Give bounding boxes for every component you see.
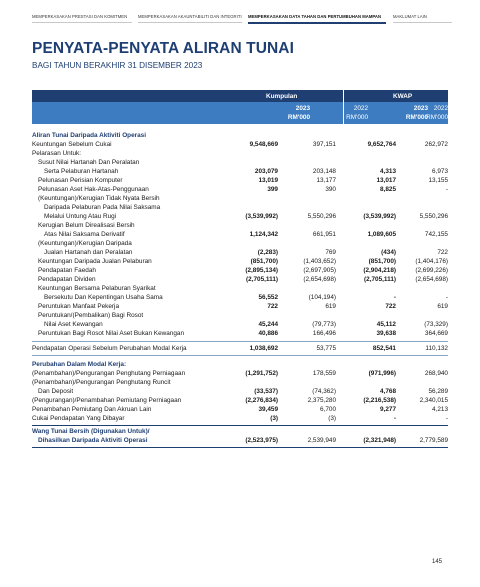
cell-value: 1,089,605: [367, 231, 396, 238]
cell-value: 2,375,280: [307, 397, 336, 404]
row-label: Melalui Untung Atau Rugi: [44, 213, 117, 220]
row-label: Pendapatan Faedah: [38, 267, 96, 274]
cell-value: 5,550,296: [307, 213, 336, 220]
header-year: 2022: [433, 105, 448, 112]
row-divider: [32, 447, 448, 448]
top-navigation: [32, 14, 452, 24]
cell-value: (33,537): [254, 388, 278, 395]
row-label: Pelarasan Untuk:: [32, 150, 82, 157]
header-year: 2023: [295, 105, 310, 112]
cell-value: -: [393, 415, 396, 422]
table-row: [32, 258, 448, 267]
table-row: [32, 379, 448, 388]
header-year: 2023: [413, 105, 428, 112]
table-header-group-row: [32, 90, 448, 102]
cell-value: (2,276,834): [245, 397, 278, 404]
cell-value: 2,340,015: [419, 397, 448, 404]
cell-value: (2,523,975): [245, 437, 278, 444]
cell-value: 619: [325, 303, 336, 310]
cell-value: 53,775: [316, 345, 336, 352]
header-kwap: KWAP: [393, 93, 413, 100]
cell-value: -: [445, 186, 448, 193]
header-unit: RM'000: [346, 114, 368, 121]
table-row: [32, 168, 448, 177]
cell-value: 661,951: [312, 231, 336, 238]
total-row: [32, 437, 448, 446]
cell-value: 397,151: [312, 141, 336, 148]
cell-value: 1,124,342: [249, 231, 278, 238]
cell-value: 1,038,692: [249, 345, 278, 352]
table-row: [32, 370, 448, 379]
section-heading: [32, 132, 448, 141]
cell-value: 13,177: [316, 177, 336, 184]
table-row: [32, 186, 448, 195]
cell-value: 9,548,669: [249, 141, 278, 148]
table-header-year-row: [32, 102, 448, 124]
row-label: (Pengurangan)/Penambahan Pemiutang Perniagaan: [32, 397, 182, 404]
row-label: (Keuntungan)/Kerugian Daripada: [38, 240, 132, 247]
row-label: Wang Tunai Bersih (Digunakan Untuk)/: [32, 428, 150, 435]
table-row: [32, 388, 448, 397]
cell-value: 39,459: [258, 406, 278, 413]
cell-value: (851,700): [250, 258, 278, 265]
header-unit: RM'000: [405, 114, 428, 121]
cell-value: 619: [437, 303, 448, 310]
cell-value: (2,699,226): [415, 267, 448, 274]
cell-value: 769: [325, 249, 336, 256]
cell-value: (1,404,176): [415, 258, 448, 265]
cell-value: (1,291,752): [245, 370, 278, 377]
cell-value: (2,216,538): [363, 397, 396, 404]
cell-value: 4,768: [380, 388, 396, 395]
cell-value: (3): [270, 415, 278, 422]
cell-value: (2,321,948): [363, 437, 396, 444]
header-kumpulan: Kumpulan: [266, 93, 298, 100]
cell-value: (2,904,218): [363, 267, 396, 274]
row-label: (Keuntungan)/Kerugian Tidak Nyata Bersih: [38, 195, 160, 202]
table-row: [32, 312, 448, 321]
table-row: [32, 276, 448, 285]
row-label: Pelunasan Perisian Komputer: [38, 177, 123, 184]
row-label: Dan Deposit: [38, 388, 74, 395]
row-label: Keuntungan Sebelum Cukai: [32, 141, 112, 148]
row-label: Daripada Pelaburan Pada Nilai Saksama: [44, 204, 161, 211]
table-row: [32, 406, 448, 415]
nav-underline-active: [248, 22, 386, 24]
row-label: Atas Nilai Saksama Derivatif: [44, 231, 125, 238]
cell-value: (73,329): [424, 321, 448, 328]
cell-value: (1,403,652): [303, 258, 336, 265]
cell-value: 6,973: [432, 168, 448, 175]
cell-value: 56,289: [428, 388, 448, 395]
nav-item-data-tahan[interactable]: MEMPERKASAKAN DATA TAHAN DAN PERTUMBUHAN MAMPAN: [248, 14, 382, 19]
nav-item-prestasi[interactable]: MEMPERKASAKAN PRESTASI DAN KOMITMEN: [32, 14, 128, 19]
cell-value: 39,638: [376, 330, 396, 337]
cell-value: (74,362): [312, 388, 336, 395]
nav-underline: [393, 22, 452, 23]
cell-value: 45,244: [258, 321, 278, 328]
row-label: Nilai Aset Kewangan: [44, 321, 103, 328]
row-label: Keuntungan Bersama Pelaburan Syarikat: [38, 285, 156, 292]
cell-value: (851,700): [368, 258, 396, 265]
cell-value: (2,654,698): [303, 276, 336, 283]
cell-value: 203,148: [312, 168, 336, 175]
table-row: [32, 330, 448, 339]
row-label: Pelunasan Aset Hak-Atas-Penggunaan: [38, 186, 149, 193]
table-row: [32, 204, 448, 213]
cell-value: 2,539,949: [307, 437, 336, 444]
cell-value: 4,313: [380, 168, 396, 175]
row-divider: [32, 341, 448, 342]
row-divider: [32, 425, 448, 426]
row-label: Susut Nilai Hartanah Dan Peralatan: [38, 159, 140, 166]
cell-value: 5,550,296: [419, 213, 448, 220]
row-label: Aliran Tunai Daripada Aktiviti Operasi: [32, 132, 146, 139]
cell-value: -: [445, 294, 448, 301]
row-label: Kerugian Belum Direalisasi Bersih: [38, 222, 135, 229]
row-divider: [32, 355, 448, 356]
cell-value: (2,654,698): [415, 276, 448, 283]
cell-value: -: [445, 415, 448, 422]
cell-value: (434): [381, 249, 396, 256]
nav-underline: [138, 22, 242, 23]
cell-value: 13,155: [428, 177, 448, 184]
nav-item-akauntabiliti[interactable]: MEMPERKASAKAN AKAUNTABILITI DAN INTEGRITI: [138, 14, 242, 19]
header-divider: [343, 90, 344, 124]
page-number: 145: [432, 559, 443, 565]
cell-value: 364,669: [424, 330, 448, 337]
header-year: 2022: [353, 105, 368, 112]
subtotal-row: [32, 345, 448, 354]
table-row: [32, 213, 448, 222]
cell-value: 9,277: [380, 406, 396, 413]
cell-value: (971,996): [368, 370, 396, 377]
cell-value: -: [393, 294, 396, 301]
table-row: [32, 159, 448, 168]
row-label: Peruntukan Manfaat Pekerja: [38, 303, 119, 310]
row-label: Bersekutu Dan Kepentingan Usaha Sama: [44, 294, 163, 301]
table-row: [32, 267, 448, 276]
row-label: Jualan Hartanah dan Peralatan: [44, 249, 133, 256]
row-label: Dihasilkan Daripada Aktiviti Operasi: [38, 437, 148, 444]
row-label: (Penambahan)/Pengurangan Penghutang Perniagaan: [32, 370, 186, 377]
table-row: [32, 240, 448, 249]
cell-value: 8,825: [380, 186, 396, 193]
row-label: Serta Pelaburan Hartanah: [44, 168, 119, 175]
row-label: Penambahan Pemiutang Dan Akruan Lain: [32, 406, 152, 413]
cell-value: 13,017: [376, 177, 396, 184]
cell-value: (2,705,111): [246, 276, 278, 283]
table-row: [32, 195, 448, 204]
cell-value: 268,940: [424, 370, 448, 377]
table-row: [32, 177, 448, 186]
cell-value: 262,972: [424, 141, 448, 148]
table-row: [32, 249, 448, 258]
cell-value: (2,705,111): [364, 276, 396, 283]
cell-value: 390: [325, 186, 336, 193]
row-label: Peruntukan Bagi Rosot Nilai Aset Bukan Kewangan: [38, 330, 185, 337]
nav-item-maklumat-lain[interactable]: MAKLUMAT LAIN: [393, 14, 428, 19]
cell-value: 742,155: [424, 231, 448, 238]
cell-value: (3,539,992): [363, 213, 396, 220]
section-heading: [32, 361, 448, 370]
row-label: Peruntukan/(Pembalikan) Bagi Rosot: [38, 312, 144, 319]
cell-value: 40,886: [258, 330, 278, 337]
cell-value: 166,496: [312, 330, 336, 337]
cell-value: 45,112: [376, 321, 396, 328]
cell-value: (2,283): [257, 249, 278, 256]
cell-value: 9,652,764: [367, 141, 396, 148]
page-title: PENYATA-PENYATA ALIRAN TUNAI: [32, 40, 295, 57]
cell-value: 178,559: [312, 370, 336, 377]
row-label: Pendapatan Dividen: [38, 276, 96, 283]
row-label: Cukai Pendapatan Yang Dibayar: [32, 415, 125, 422]
cell-value: 2,779,589: [419, 437, 448, 444]
cell-value: 722: [267, 303, 278, 310]
page-subtitle: BAGI TAHUN BERAKHIR 31 DISEMBER 2023: [32, 61, 203, 70]
table-row: [32, 222, 448, 231]
cell-value: 852,541: [372, 345, 396, 352]
cell-value: 110,132: [425, 345, 448, 352]
total-row: [32, 428, 448, 437]
row-label: Perubahan Dalam Modal Kerja:: [32, 361, 127, 368]
table-row: [32, 321, 448, 330]
cell-value: 13,019: [258, 177, 278, 184]
cell-value: (3): [328, 415, 336, 422]
table-row: [32, 397, 448, 406]
cell-value: (79,773): [312, 321, 336, 328]
table-row: [32, 141, 448, 150]
cell-value: (3,539,992): [245, 213, 278, 220]
cell-value: (104,194): [308, 294, 336, 301]
row-label: Keuntungan Daripada Jualan Pelaburan: [38, 258, 152, 265]
cell-value: 56,552: [258, 294, 278, 301]
row-label: (Penambahan)/Pengurangan Penghutang Runcit: [32, 379, 171, 386]
row-label: Pendapatan Operasi Sebelum Perubahan Modal Kerja: [32, 345, 187, 352]
cell-value: 399: [267, 186, 278, 193]
table-row: [32, 303, 448, 312]
table-row: [32, 415, 448, 424]
nav-underline: [32, 22, 132, 23]
table-row: [32, 150, 448, 159]
table-row: [32, 231, 448, 240]
cell-value: (2,895,134): [245, 267, 278, 274]
cell-value: 722: [437, 249, 448, 256]
header-unit: RM'000: [426, 114, 448, 121]
cell-value: 722: [385, 303, 396, 310]
header-unit: RM'000: [287, 114, 310, 121]
cell-value: 4,213: [432, 406, 448, 413]
cell-value: (2,697,905): [303, 267, 336, 274]
table-row: [32, 294, 448, 303]
cell-value: 203,079: [254, 168, 278, 175]
table-row: [32, 285, 448, 294]
cell-value: 6,700: [320, 406, 336, 413]
